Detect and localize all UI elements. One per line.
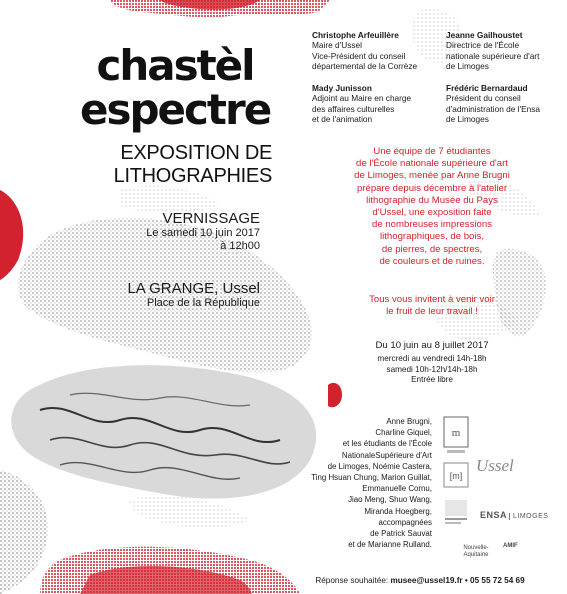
title-line-2: espectre (80, 85, 271, 134)
mairie-logo-icon (443, 462, 469, 492)
ensa-logo-text: ENSA (480, 510, 508, 520)
aquitaine-logo: Nouvelle-Aquitaine (463, 545, 489, 558)
credit-line: Ting Hsuan Chung, Marion Guillat, (311, 473, 432, 483)
contact-role: Adjoint au Maire en charge (312, 93, 412, 104)
contact-role: départemental de la Corrèze (312, 61, 418, 72)
ensa-logo-subtext: LIMOGES (509, 513, 548, 520)
vernissage-block (100, 210, 260, 253)
invitation-line: Tous vous invitent à venir voir (369, 294, 495, 305)
description-line: de pierres, de spectres, (381, 243, 483, 255)
exhibition-title (80, 41, 271, 134)
description-line: Une équipe de 7 étudiantes (373, 146, 491, 157)
credit-line: Jiao Meng, Shuo Wang, (348, 495, 432, 505)
venue-name: LA GRANGE, Ussel (127, 280, 260, 297)
contact-role: de Limoges (446, 61, 489, 72)
description-line: de l'École nationale supérieure d'art (356, 158, 508, 170)
contact-role: nationale supérieure d'art (446, 50, 540, 61)
description-line: lithographiques, de bois, (379, 231, 484, 243)
grey-texture-bottom (0, 470, 48, 594)
vernissage-label: VERNISSAGE (162, 210, 260, 227)
description-line: de nombreuses impressions (372, 219, 492, 231)
credit-line: de Patrick Sauvat (370, 529, 432, 539)
description-line: d'Ussel, une exposition faite (372, 207, 492, 219)
ensa-logo (480, 510, 548, 520)
credits-list (300, 416, 432, 550)
contact-gailhoustet (446, 30, 561, 72)
hours-line: mercredi au vendredi 14h-18h (377, 354, 487, 363)
red-blob-left (0, 190, 23, 280)
vernissage-time: à 12h00 (220, 240, 260, 252)
contact-arfeuillere (312, 30, 437, 72)
credit-line: Emmanuelle Cornu, (362, 484, 432, 494)
description-line: de couleurs et de ruines. (379, 255, 485, 267)
contact-bernardaud (446, 83, 561, 125)
credit-line: Charline Giquel, (375, 428, 432, 438)
map-lozenge (11, 365, 316, 499)
contact-role: Maire d'Ussel (312, 40, 362, 51)
contact-role: Président du conseil (446, 93, 521, 104)
description-line: lithographie du Musée du Pays (366, 194, 498, 206)
credit-line: et les étudiants de l'École (342, 439, 432, 449)
red-blob-right (328, 383, 342, 407)
contact-role: des affaires culturelles (312, 103, 395, 114)
rsvp-footer (290, 576, 550, 585)
exhibition-dates: Du 10 juin au 8 juillet 2017 (375, 340, 489, 351)
svg-text:m: m (451, 427, 461, 439)
hours-line: samedi 10h-12h/14h-18h (386, 364, 478, 374)
contact-role: d'administration de l'Ensa (446, 103, 541, 114)
contact-junisson (312, 83, 437, 125)
subtitle-line-1: EXPOSITION DE (120, 142, 272, 164)
ministere-logo-icon (443, 498, 471, 528)
vernissage-date: Le samedi 10 juin 2017 (146, 227, 260, 239)
ussel-logo: Ussel (476, 456, 514, 475)
description-paragraph (322, 146, 542, 268)
subtitle-line-2: LITHOGRAPHIES (113, 165, 272, 187)
description-line: prépare depuis décembre à l'atelier (356, 182, 508, 194)
credit-line: et de Marianne Rulland. (348, 540, 432, 550)
title-line-1: chastèl (96, 41, 254, 90)
contact-role: Directrice de l'École (446, 40, 520, 51)
credit-line: NationaleSupérieure d'Art (341, 450, 432, 460)
hours-line: Entrée libre (411, 375, 453, 385)
contact-role: et de l'animation (312, 114, 373, 125)
contact-role: de Limoges (446, 114, 489, 125)
contact-name: Christophe Arfeuillère (312, 30, 399, 40)
rsvp-contact: musee@ussel19.fr • 05 55 72 54 69 (390, 576, 525, 585)
contact-role: Vice-Président du conseil (312, 50, 406, 61)
venue-address: Place de la République (146, 297, 260, 309)
exhibition-subtitle (72, 142, 272, 188)
contact-name: Frédéric Bernardaud (446, 83, 528, 93)
credit-line: de Limoges, Noémie Castera, (327, 461, 432, 471)
credit-line: Miranda Hoegberg, (364, 506, 432, 516)
amif-logo: AMIF (503, 543, 518, 549)
contact-name: Jeanne Gailhoustet (446, 30, 523, 40)
musee-logo-icon (443, 416, 469, 456)
svg-text:[m]: [m] (449, 471, 463, 481)
invitation-paragraph (322, 294, 542, 318)
contact-name: Mady Junisson (312, 83, 372, 93)
credit-line: Anne Brugni, (386, 417, 432, 426)
credit-line: accompagnées (378, 517, 432, 527)
venue-block (100, 280, 260, 310)
description-line: de Limoges, menée par Anne Brugni (354, 170, 510, 182)
rsvp-label: Réponse souhaitée: (315, 576, 389, 585)
invitation-line: le fruit de leur travail ! (386, 306, 478, 318)
opening-hours (322, 354, 542, 386)
